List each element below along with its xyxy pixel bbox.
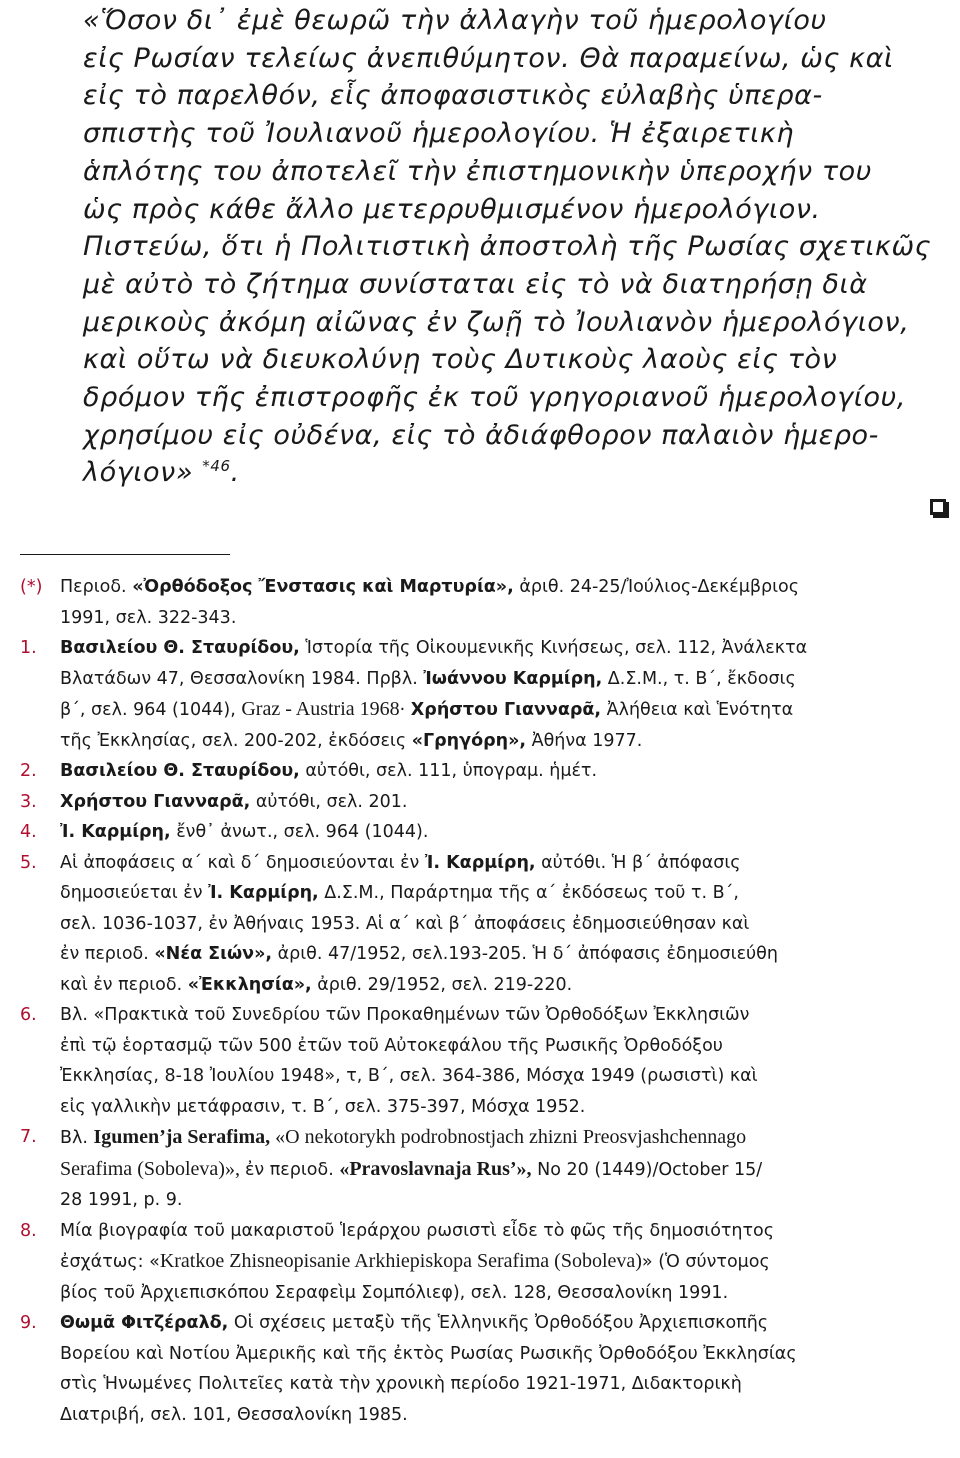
footnote-text: · xyxy=(399,700,411,720)
quote-line: ἁπλότης του ἀποτελεῖ τὴν ἐπιστημονικὴν ὑπεροχήν του xyxy=(83,155,873,187)
footnote-line xyxy=(60,970,955,1001)
quote-line: σπιστὴς τοῦ Ἰουλιανοῦ ἡμερολογίου. Ἡ ἐξαιρετικὴ xyxy=(83,118,795,150)
quote-last-text: λόγιον» xyxy=(83,457,194,489)
footnote-number: 1. xyxy=(20,638,37,658)
footnote xyxy=(20,787,955,818)
footnote-number: 8. xyxy=(20,1220,37,1241)
footnote xyxy=(20,572,955,633)
footnote-line xyxy=(60,1185,955,1216)
footnote-bold-text: Χρήστου Γιανναρᾶ, xyxy=(60,791,251,812)
footnote-bold-text: «Γρηγόρη», xyxy=(411,730,527,751)
footnote-line xyxy=(60,817,955,848)
quote-line: δρόμον τῆς ἐπιστροφῆς ἐκ τοῦ γρηγοριανοῦ ἡμερολογίου, xyxy=(83,382,907,414)
footnote-bold-text: Ἰωάννου Καρμίρη, xyxy=(423,668,603,689)
footnote-text: Serafima (Soboleva)», xyxy=(60,1157,245,1180)
footnote-line xyxy=(60,1369,955,1400)
footnote-text: ἐπὶ τῷ ἑορτασμῷ τῶν 500 ἐτῶν τοῦ Αὐτοκεφάλου τῆς Ρωσικῆς Ὀρθοδόξου xyxy=(60,1035,723,1056)
footnote-line xyxy=(60,633,955,664)
footnote-text: Βλατάδων 47, Θεσσαλονίκη 1984. Πρβλ. xyxy=(60,668,424,689)
footnote-line xyxy=(60,1122,955,1154)
quote-line: μερικοὺς ἀκόμη αἰῶνας ἐν ζωῇ τὸ Ἰουλιανὸν ἡμερολόγιον, xyxy=(83,306,910,338)
footnote-line xyxy=(60,726,955,757)
quote-line: Πιστεύω, ὅτι ἡ Πολιτιστικὴ ἀποστολὴ τῆς Ρωσίας σχετικῶς xyxy=(83,231,932,263)
quote-last-line xyxy=(83,454,883,492)
footnote-number: 7. xyxy=(20,1127,37,1147)
footnote xyxy=(20,1122,955,1216)
footnote-line xyxy=(60,603,955,634)
footnote-text: Kratkoe Zhisneopisanie Arkhiepiskopa Serafima (Soboleva) xyxy=(159,1250,642,1272)
footnote-divider xyxy=(20,554,230,555)
footnote-line xyxy=(60,1061,955,1092)
footnote-text: Ἀλήθεια καὶ Ἑνότητα xyxy=(601,700,794,720)
footnote-text: Βλ. «Πρακτικὰ τοῦ Συνεδρίου τῶν Προκαθημένων τῶν Ὀρθοδόξων Ἐκκλησιῶν xyxy=(60,1005,750,1025)
footnote-line xyxy=(60,756,955,787)
footnote xyxy=(20,817,955,848)
footnote-text: αὐτόθι, σελ. 201. xyxy=(250,791,408,812)
footnote-number: 5. xyxy=(20,852,37,873)
footnote-text: τῆς Ἐκκλησίας, σελ. 200-202, ἐκδόσεις xyxy=(60,730,412,751)
footnote-text: αὐτόθι, σελ. 111, ὑπογραμ. ἡμέτ. xyxy=(299,761,598,781)
footnote-line xyxy=(60,848,955,879)
footnote-bold-text: «Νέα Σιών», xyxy=(154,944,273,964)
quote-line: μὲ αὐτὸ τὸ ζήτημα συνίσταται εἰς τὸ νὰ διατηρήσῃ διὰ xyxy=(83,268,868,300)
quote-line: καὶ οὕτω νὰ διευκολύνῃ τοὺς Δυτικοὺς λαοὺς εἰς τὸν xyxy=(83,344,838,376)
footnote-bold-text: Θωμᾶ Φιτζέραλδ, xyxy=(60,1313,229,1333)
footnote xyxy=(20,848,955,1001)
footnote xyxy=(20,1000,955,1122)
footnote-text: εἰς γαλλικὴν μετάφρασιν, τ. Β΄, σελ. 375-397, Μόσχα 1952. xyxy=(60,1096,586,1117)
footnote-text: καὶ ἐν περιοδ. xyxy=(60,974,188,995)
footnote-bold-text: Ἰ. Καρμίρη, xyxy=(424,852,536,873)
footnote-text: βίος τοῦ Ἀρχιεπισκόπου Σεραφεὶμ Σομπόλιεφ), σελ. 128, Θεσσαλονίκη 1991. xyxy=(60,1282,729,1303)
footnote xyxy=(20,1308,955,1430)
quote-block xyxy=(83,2,932,492)
footnote-line xyxy=(60,878,955,909)
quote-line: εἰς Ρωσίαν τελείως ἀνεπιθύμητον. Θὰ παραμείνω, ὡς καὶ xyxy=(83,42,894,74)
footnote-bold-text: Ἰ. Καρμίρη, xyxy=(60,822,171,842)
footnote-text: β΄, σελ. 964 (1044), xyxy=(60,700,242,720)
footnote-text: ἀριθ. 47/1952, σελ.193-205. Ἡ δ΄ ἀπόφασις ἐδημοσιεύθη xyxy=(272,944,778,964)
footnote-text: αὐτόθι. Ἡ β΄ ἀπόφασις xyxy=(535,852,741,873)
footnote-line xyxy=(60,909,955,940)
footnote-line xyxy=(60,1031,955,1062)
quote-line: χρησίμου εἰς οὐδένα, εἰς τὸ ἀδιάφθορον παλαιὸν ἡμερο- xyxy=(83,419,880,451)
footnote xyxy=(20,1216,955,1309)
footnote-line xyxy=(60,694,955,726)
footnote-text: ἔνθ᾽ ἀνωτ., σελ. 964 (1044). xyxy=(170,822,429,842)
footnote-text: Βλ. xyxy=(60,1128,94,1148)
quote-line: «Ὅσον δι᾽ ἐμὲ θεωρῶ τὴν ἀλλαγὴν τοῦ ἡμερολογίου xyxy=(83,5,827,36)
footnote-number: 2. xyxy=(20,761,37,781)
footnote-bold-text: «Ἐκκλησία», xyxy=(187,974,312,995)
footnote-line xyxy=(60,1092,955,1123)
footnote-text: Περιοδ. xyxy=(60,577,133,597)
footnote-number: 6. xyxy=(20,1005,37,1025)
footnote-text: 28 1991, p. 9. xyxy=(60,1190,183,1210)
footnote-text: Graz - Austria 1968 xyxy=(241,698,400,720)
footnote-bold-text: Βασιλείου Θ. Σταυρίδου, xyxy=(60,761,300,781)
footnote-line xyxy=(60,787,955,818)
footnote-bold-text: Βασιλείου Θ. Σταυρίδου, xyxy=(60,638,300,658)
footnote-text: ἀριθ. 24-25/Ἰούλιος-Δεκέμβριος xyxy=(513,577,800,597)
footnote-text: Ἐκκλησίας, 8-18 Ἰουλίου 1948», τ, Β΄, σελ. 364-386, Μόσχα 1949 (ρωσιστὶ) καὶ xyxy=(60,1066,758,1086)
footnote-text: ἐν περιοδ. xyxy=(244,1159,340,1180)
footnote-line xyxy=(60,1000,955,1031)
footnote-number: 4. xyxy=(20,822,37,842)
footnote-bold-text: Igumen’ja Serafima, xyxy=(93,1126,271,1148)
footnote-number: (*) xyxy=(20,577,43,597)
footnote-line xyxy=(60,1339,955,1370)
footnote-bold-text: «Ὀρθόδοξος Ἔνστασις καὶ Μαρτυρία», xyxy=(132,577,514,597)
footnote-line xyxy=(60,1278,955,1309)
footnote-line xyxy=(60,664,955,695)
footnote-reference: *46 xyxy=(202,457,231,476)
footnote-bold-text: «Pravoslavnaja Rus’», xyxy=(339,1157,532,1180)
footnote-text: δημοσιεύεται ἐν xyxy=(60,883,209,903)
footnote-text: Μία βιογραφία τοῦ μακαριστοῦ Ἱεράρχου ρωσιστὶ εἶδε τὸ φῶς τῆς δημοσιότητος xyxy=(60,1220,775,1241)
checkbox-icon xyxy=(930,499,946,515)
footnotes-list xyxy=(20,572,955,1430)
footnote-text: Διατριβή, σελ. 101, Θεσσαλονίκη 1985. xyxy=(60,1404,408,1425)
footnote-line xyxy=(60,939,955,970)
footnote-number: 3. xyxy=(20,791,37,812)
footnote-text: «O nekotorykh podrobnostjach zhizni Preosvjashchennago xyxy=(270,1126,747,1148)
footnote xyxy=(20,633,955,756)
footnote-text: ἐν περιοδ. xyxy=(60,944,155,964)
footnote-line xyxy=(60,1308,955,1339)
footnote-text: Δ.Σ.Μ., τ. Β΄, ἔκδοσις xyxy=(602,668,796,689)
footnote-number: 9. xyxy=(20,1313,37,1333)
footnote-text: 1991, σελ. 322-343. xyxy=(60,607,237,628)
footnote-line xyxy=(60,1400,955,1431)
footnote-text: Ἀθήνα 1977. xyxy=(526,730,643,751)
footnote-text: ἀριθ. 29/1952, σελ. 219-220. xyxy=(311,974,573,995)
footnote-text: Βορείου καὶ Νοτίου Ἀμερικῆς καὶ τῆς ἐκτὸς Ρωσίας Ρωσικῆς Ὀρθοδόξου Ἐκκλησίας xyxy=(60,1343,797,1364)
footnote-line xyxy=(60,1216,955,1247)
footnote-text: » (Ὁ σύντομος xyxy=(641,1252,770,1272)
quote-end-punct: . xyxy=(230,457,240,489)
footnote-text: Οἱ σχέσεις μεταξὺ τῆς Ἑλληνικῆς Ὀρθοδόξου Ἀρχιεπισκοπῆς xyxy=(228,1313,769,1333)
footnote-text: No 20 (1449)/October 15/ xyxy=(531,1159,763,1180)
footnote-text: ἐσχάτως: « xyxy=(60,1252,160,1272)
footnote-line xyxy=(60,1154,955,1186)
footnote-line xyxy=(60,1246,955,1278)
footnote-text: Ἱστορία τῆς Οἰκουμενικῆς Κινήσεως, σελ. 112, Ἀνάλεκτα xyxy=(299,638,808,658)
footnote-bold-text: Ἰ. Καρμίρη, xyxy=(208,883,319,903)
footnote xyxy=(20,756,955,787)
footnote-text: Αἱ ἀποφάσεις α΄ καὶ δ΄ δημοσιεύονται ἐν xyxy=(60,852,425,873)
quote-line: ὡς πρὸς κάθε ἄλλο μετερρυθμισμένον ἡμερολόγιον. xyxy=(83,193,821,225)
quote-line: εἰς τὸ παρελθόν, εἷς ἀποφασιστικὸς εὐλαβὴς ὑπερα- xyxy=(83,80,823,112)
footnote-text: σελ. 1036-1037, ἐν Ἀθήναις 1953. Αἱ α΄ καὶ β΄ ἀποφάσεις ἐδημοσιεύθησαν καὶ xyxy=(60,913,750,934)
footnote-text: στὶς Ἡνωμένες Πολιτεῖες κατὰ τὴν χρονικὴ περίοδο 1921-1971, Διδακτορικὴ xyxy=(60,1374,742,1394)
footnote-line xyxy=(60,572,955,603)
footnote-text: Δ.Σ.Μ., Παράρτημα τῆς α΄ ἐκδόσεως τοῦ τ. Β΄, xyxy=(318,883,739,903)
footnote-bold-text: Χρήστου Γιανναρᾶ, xyxy=(410,700,602,720)
